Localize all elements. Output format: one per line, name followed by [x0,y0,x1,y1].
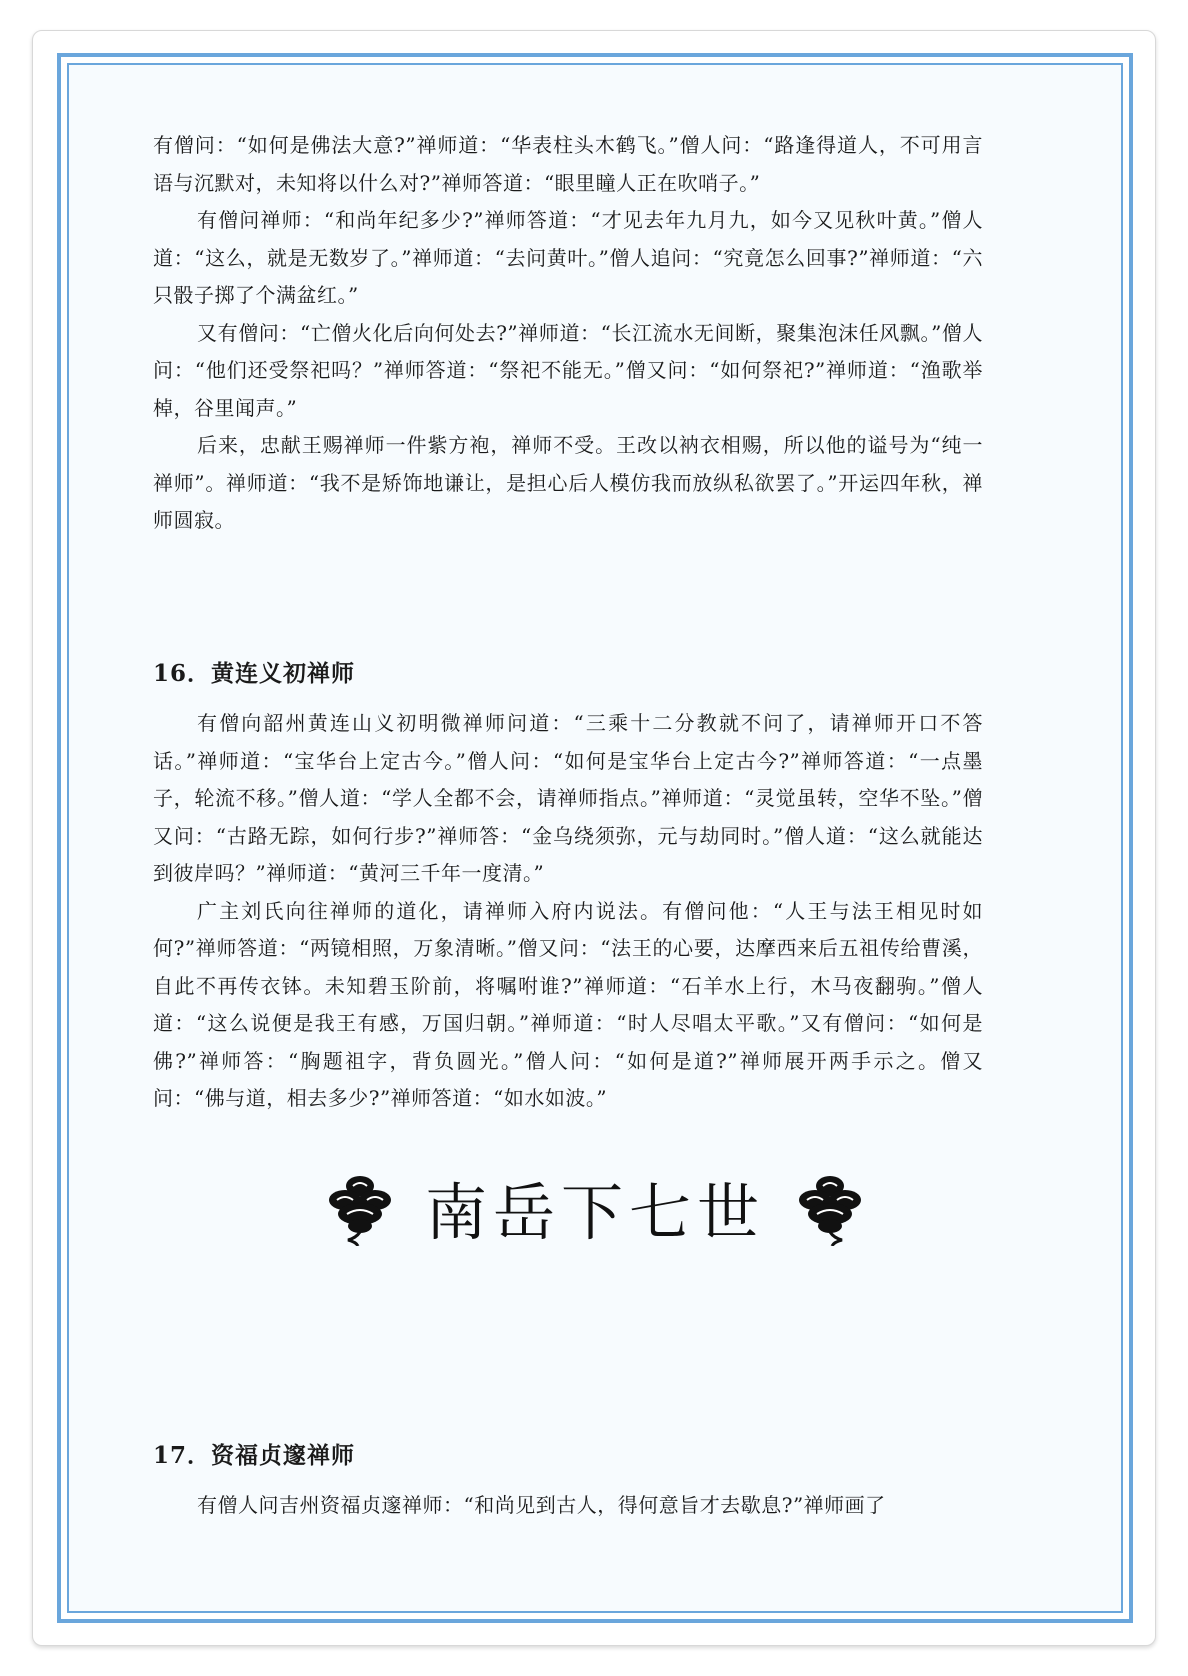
auspicious-cloud-left-icon [323,1168,397,1246]
text-block-3 [153,1487,983,1525]
paragraph: 有僧问：“如何是佛法大意?”禅师道：“华表柱头木鹤飞。”僧人问：“路逢得道人，不可用言语与沉默对，未知将以什么对?”禅师答道：“眼里瞳人正在吹哨子。” [153,133,983,195]
section-heading-16: 16．黄连义初禅师 [153,660,356,687]
auspicious-cloud-right-icon [793,1168,867,1246]
section-heading-17: 17．资福贞邃禅师 [153,1442,356,1469]
paragraph: 后来，忠献王赐禅师一件紫方袍，禅师不受。王改以衲衣相赐，所以他的谥号为“纯一禅师”。禅师道：“我不是矫饰地谦让，是担心后人模仿我而放纵私欲罢了。”开运四年秋，禅师圆寂。 [153,433,983,532]
text-block-1 [153,127,983,540]
paragraph: 广主刘氏向往禅师的道化，请禅师入府内说法。有僧问他：“人王与法王相见时如何?”禅师答道：“两镜相照，万象清晰。”僧又问：“法王的心要，达摩西来后五祖传给曹溪，自此不再传衣钵。未知碧玉阶前，将嘱咐谁?”禅师道：“石羊水上行，木马夜翻驹。”僧人道：“这么说便是我王有感，万国归朝。”禅师道：“时人尽唱太平歌。”又有僧问：“如何是佛?”禅师答：“胸题祖字，背负圆光。”僧人问：“如何是道?”禅师展开两手示之。僧又问：“佛与道，相去多少?”禅师答道：“如水如波。” [153,898,983,1110]
banner-title: 南岳下七世 [424,1175,765,1249]
document-page [32,30,1156,1646]
text-block-2 [153,705,983,1118]
paragraph: 又有僧问：“亡僧火化后向何处去?”禅师道：“长江流水无间断，聚集泡沫任风飘。”僧人问：“他们还受祭祀吗？”禅师答道：“祭祀不能无。”僧又问：“如何祭祀?”禅师道：“渔歌举棹，谷里闻声。” [153,320,983,420]
chapter-banner [295,1159,895,1255]
paragraph: 有僧人问吉州资福贞邃禅师：“和尚见到古人，得何意旨才去歇息?”禅师画了 [197,1493,886,1517]
paragraph: 有僧向韶州黄连山义初明微禅师问道：“三乘十二分教就不问了，请禅师开口不答话。”禅师道：“宝华台上定古今。”僧人问：“如何是宝华台上定古今?”禅师答道：“一点墨子，轮流不移。”僧人道：“学人全都不会，请禅师指点。”禅师道：“灵觉虽转，空华不坠。”僧又问：“古路无踪，如何行步?”禅师答：“金乌绕须弥，元与劫同时。”僧人道：“这么就能达到彼岸吗？”禅师道：“黄河三千年一度清。” [153,711,983,885]
paragraph: 有僧问禅师：“和尚年纪多少?”禅师答道：“才见去年九月九，如今又见秋叶黄。”僧人道：“这么，就是无数岁了。”禅师道：“去问黄叶。”僧人追问：“究竟怎么回事?”禅师道：“六只骰子掷了个满盆红。” [153,208,983,307]
